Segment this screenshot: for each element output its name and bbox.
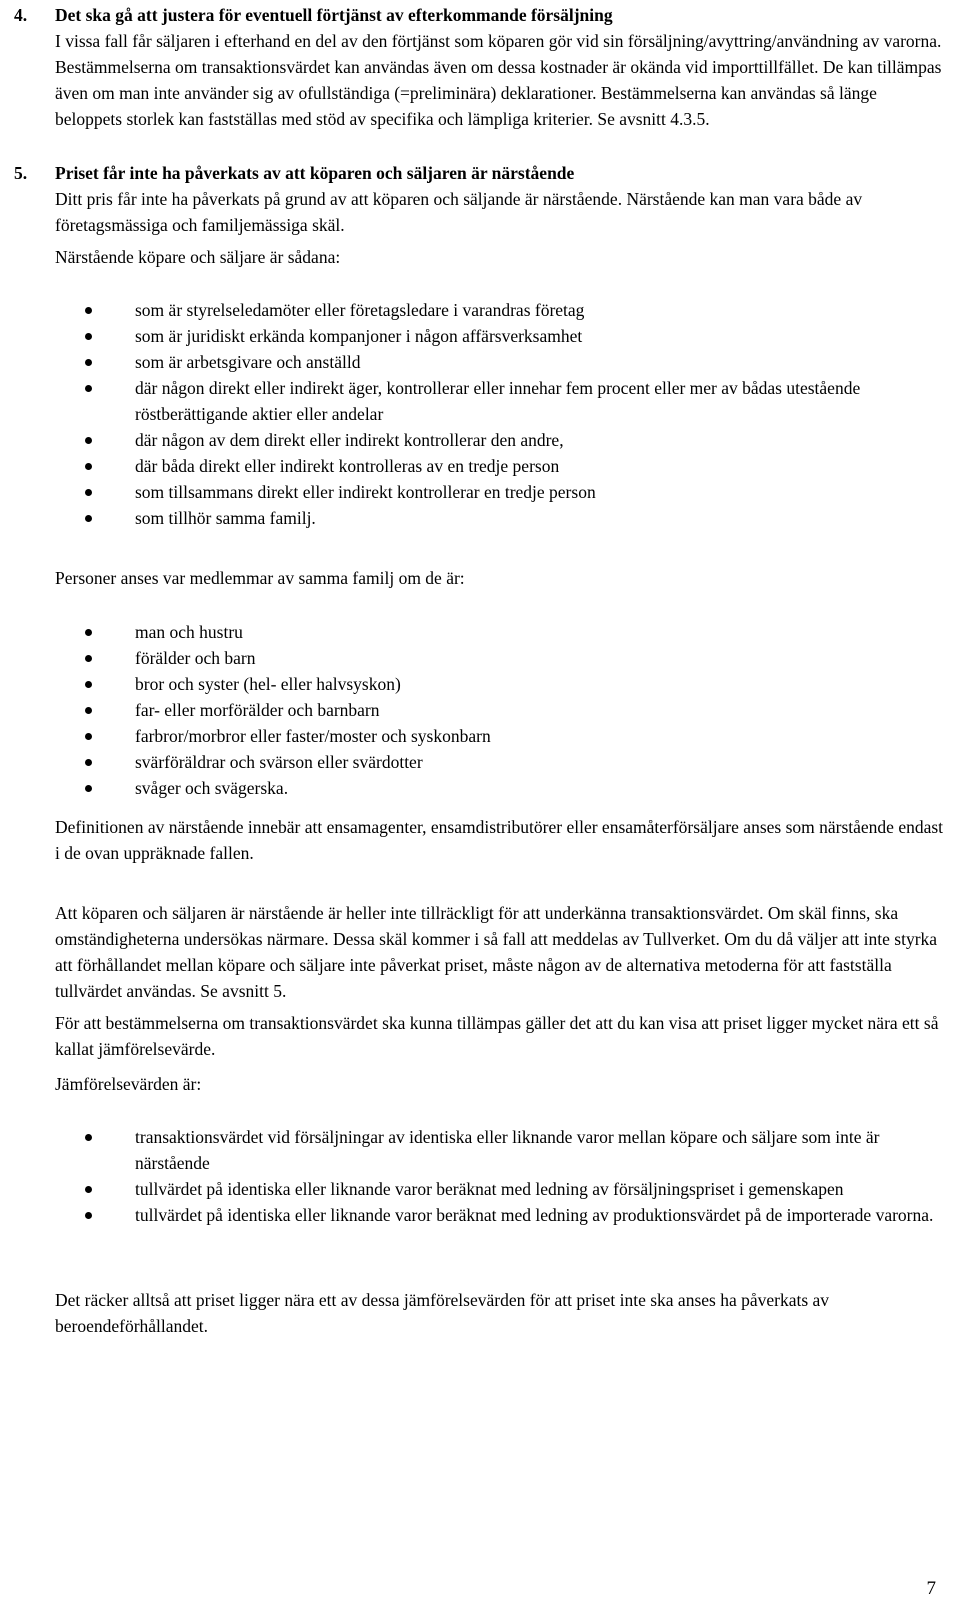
list-item: [55, 1124, 945, 1176]
list-item-text: där någon direkt eller indirekt äger, kontrollerar eller innehar fem procent eller mer av bådas utestående röstberättigande aktier eller andelar: [135, 378, 861, 424]
section-4-body: I vissa fall får säljaren i efterhand en del av den förtjänst som köparen gör vid sin försäljning/avyttring/användning av varorna. Bestämmelserna om transaktionsvärdet kan användas även om dessa kostnader är okända vid importtillfället. De kan tillämpas även om man inte använder sig av ofullständiga (=preliminära) deklarationer. Bestämmelserna kan användas så länge beloppets storlek kan fastställas med stöd av specifika och lämpliga kriterier. Se avsnitt 4.3.5.: [55, 31, 942, 129]
bullet-icon: [85, 489, 92, 496]
page-number: 7: [926, 1578, 936, 1599]
section-4-heading: [14, 2, 944, 28]
list-item: [55, 619, 945, 645]
list-item-text: som är juridiskt erkända kompanjoner i någon affärsverksamhet: [135, 326, 583, 346]
bullet-icon: [85, 733, 92, 740]
list-item-text: som är arbetsgivare och anställd: [135, 352, 361, 372]
bullet-icon: [85, 655, 92, 662]
list-item: [55, 427, 945, 453]
section-4: [14, 2, 944, 132]
insufficient-paragraph: Att köparen och säljaren är närstående är heller inte tillräckligt för att underkänna transaktionsvärdet. Om skäl finns, ska omständigheterna undersökas närmare. Dessa skäl kommer i så fall att meddelas av Tullverket. Om du då väljer att inte styrka att förhållandet mellan köpare och säljare inte påverkat priset, måste någon av de alternativa metoderna för att fastställa tullvärdet användas. Se avsnitt 5.: [55, 903, 938, 1001]
section-5-heading: [14, 160, 944, 186]
bullet-icon: [85, 333, 92, 340]
bullet-icon: [85, 385, 92, 392]
comparison-paragraph: För att bestämmelserna om transaktionsvärdet ska kunna tillämpas gäller det att du kan visa att priset ligger mycket nära ett så kallat jämförelsevärde.: [55, 1013, 939, 1059]
bullet-icon: [85, 463, 92, 470]
list-item: [55, 749, 945, 775]
related-parties-list: [55, 297, 945, 531]
comparison-intro: Jämförelsevärden är:: [55, 1074, 202, 1094]
bullet-icon: [85, 359, 92, 366]
bullet-icon: [85, 437, 92, 444]
list-item: [55, 349, 945, 375]
bullet-icon: [85, 1212, 92, 1219]
section-4-number: 4.: [14, 5, 28, 25]
section-5-body: Ditt pris får inte ha påverkats på grund av att köparen och säljande är närstående. Närstående kan man vara både av företagsmässiga och familjemässiga skäl.: [55, 189, 863, 235]
list-item: [55, 775, 945, 801]
list-item-text: där någon av dem direkt eller indirekt kontrollerar den andre,: [135, 430, 564, 450]
list-item-text: bror och syster (hel- eller halvsyskon): [135, 674, 401, 694]
related-intro: Närstående köpare och säljare är sådana:: [55, 247, 341, 267]
bullet-icon: [85, 681, 92, 688]
list-item: [55, 375, 945, 427]
list-item-text: där båda direkt eller indirekt kontrolleras av en tredje person: [135, 456, 560, 476]
list-item-text: svärföräldrar och svärson eller svärdotter: [135, 752, 423, 772]
section-4-heading-text: Det ska gå att justera för eventuell förtjänst av efterkommande försäljning: [55, 5, 613, 25]
list-item-text: far- eller morförälder och barnbarn: [135, 700, 380, 720]
definition-paragraph: Definitionen av närstående innebär att ensamagenter, ensamdistributörer eller ensamåterförsäljare anses som närstående endast i de ovan uppräknade fallen.: [55, 817, 944, 863]
bullet-icon: [85, 629, 92, 636]
list-item-text: man och hustru: [135, 622, 243, 642]
section-5: [14, 160, 944, 238]
list-item: [55, 1176, 945, 1202]
list-item: [55, 453, 945, 479]
list-item: [55, 323, 945, 349]
list-item-text: farbror/morbror eller faster/moster och syskonbarn: [135, 726, 491, 746]
bullet-icon: [85, 1186, 92, 1193]
bullet-icon: [85, 707, 92, 714]
list-item: [55, 697, 945, 723]
list-item: [55, 671, 945, 697]
bullet-icon: [85, 785, 92, 792]
bullet-icon: [85, 759, 92, 766]
bullet-icon: [85, 307, 92, 314]
bullet-icon: [85, 515, 92, 522]
section-5-number: 5.: [14, 163, 28, 183]
list-item: [55, 723, 945, 749]
list-item-text: transaktionsvärdet vid försäljningar av identiska eller liknande varor mellan köpare och säljare som inte är närstående: [135, 1127, 880, 1173]
list-item-text: som tillsammans direkt eller indirekt kontrollerar en tredje person: [135, 482, 596, 502]
family-intro: Personer anses var medlemmar av samma familj om de är:: [55, 568, 465, 588]
closing-paragraph: Det räcker alltså att priset ligger nära ett av dessa jämförelsevärden för att priset inte ska anses ha påverkats av beroendeförhållandet.: [55, 1290, 830, 1336]
list-item-text: tullvärdet på identiska eller liknande varor beräknat med ledning av försäljningspriset i gemenskapen: [135, 1179, 844, 1199]
list-item-text: svåger och svägerska.: [135, 778, 289, 798]
list-item: [55, 1202, 945, 1228]
list-item-text: som är styrelseledamöter eller företagsledare i varandras företag: [135, 300, 585, 320]
bullet-icon: [85, 1134, 92, 1141]
list-item: [55, 645, 945, 671]
list-item-text: tullvärdet på identiska eller liknande varor beräknat med ledning av produktionsvärdet på de importerade varorna.: [135, 1205, 934, 1225]
list-item-text: som tillhör samma familj.: [135, 508, 316, 528]
family-members-list: [55, 619, 945, 801]
list-item: [55, 297, 945, 323]
list-item: [55, 479, 945, 505]
list-item: [55, 505, 945, 531]
comparison-values-list: [55, 1124, 945, 1228]
section-5-heading-text: Priset får inte ha påverkats av att köparen och säljaren är närstående: [55, 163, 575, 183]
list-item-text: förälder och barn: [135, 648, 256, 668]
